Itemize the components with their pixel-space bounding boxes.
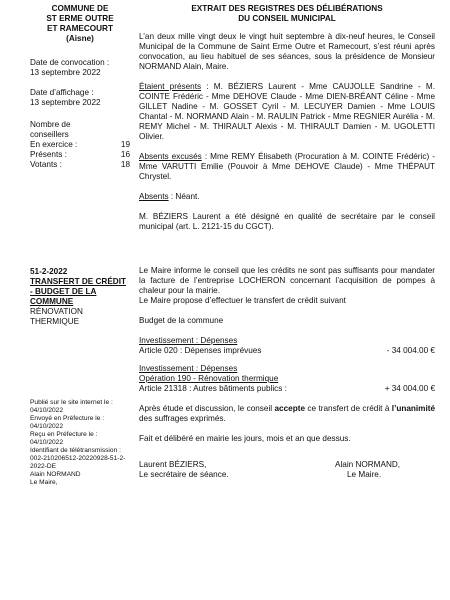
presents-label: Étaient présents (139, 82, 202, 91)
publication-line: Identifiant de télétransmission : 002-210206512-20220928-51-2-2022-DE (30, 447, 126, 470)
publication-line: Envoyé en Préfecture le : 04/10/2022 (30, 415, 105, 430)
investment-article: Article 21318 : Autres bâtiments publics : (139, 384, 287, 393)
investment-line (139, 384, 435, 394)
signatures (139, 460, 435, 480)
investment-amount: - 34 004.00 € (386, 346, 435, 355)
decision-paragraph (139, 404, 435, 424)
count-label: Votants : (30, 160, 62, 169)
decision-text: Après étude et discussion, le conseil (139, 404, 275, 413)
signature-role: Le secrétaire de séance. (139, 470, 229, 479)
right-column (139, 4, 435, 480)
decision-accepte: accepte (274, 404, 305, 413)
presents-text: : M. BÉZIERS Laurent - Mme CAUJOLLE Sandrine - M. COINTE Frédéric - Mme DEHOVE Claude - Mme DIEN-BRÉANT Céline - Mme GILLET Nadine - M. GOSSET Cyril - M. LECUYER Damien - Mme LOUIS Chantal - M. NORMAND Alain - M. RAULIN Patrick - Mme REGNIER Aurélia - M. REMY Michel - M. THIRAULT Alexis - M. THIRAULT Damien - M. UGOLETTI Olivier. (139, 82, 435, 141)
maire-informe-paragraph: Le Maire informe le conseil que les crédits ne sont pas suffisants pour mandater la facture de l’entreprise LOCHERON concernant l’acquisition de pompes à chaleur pour la mairie. (139, 266, 435, 295)
investment-block-1 (139, 336, 435, 356)
publication-line: Reçu en Préfecture le : 04/10/2022 (30, 431, 98, 446)
convocation-label: Date de convocation : (30, 58, 110, 67)
deliberation-number: 51-2-2022 (30, 267, 68, 276)
affichage-date: 13 septembre 2022 (30, 98, 101, 107)
count-row (30, 160, 130, 170)
deliberation-subtitle: RÉNOVATION THERMIQUE (30, 307, 83, 326)
publication-block (30, 399, 130, 487)
signature-name: Alain NORMAND, (335, 460, 401, 469)
signature-role: Le Maire. (347, 470, 382, 479)
count-value: 16 (120, 150, 130, 159)
conseillers-label: conseillers (30, 130, 69, 139)
absents-label: Absents (139, 192, 169, 201)
document-title (139, 4, 435, 24)
investment-operation: Opération 190 - Rénovation thermique (139, 374, 279, 383)
signature-name: Laurent BÉZIERS, (139, 460, 207, 469)
maire-propose-paragraph: Le Maire propose d’effectuer le transfert de crédit suivant (139, 296, 346, 305)
count-value: 18 (120, 160, 130, 169)
investment-article: Article 020 : Dépenses imprévues (139, 346, 262, 355)
commune-header (30, 4, 130, 44)
deliberation-heading (30, 267, 130, 327)
conseillers-label: Nombre de (30, 120, 71, 129)
signature-right (335, 460, 435, 480)
excuses-label: Absents excusés (139, 152, 202, 161)
investment-line (139, 346, 435, 356)
investment-amount: + 34 004.00 € (384, 384, 435, 393)
decision-text: des suffrages exprimés. (139, 414, 226, 423)
absents-text: : Néant. (168, 192, 200, 201)
signature-left (139, 460, 279, 480)
deliberation-title: TRANSFERT DE CRÉDIT - BUDGET DE LA COMMUNE (30, 277, 126, 306)
affichage-label: Date d’affichage : (30, 88, 94, 97)
decision-unanimite: l’unanimité (391, 404, 436, 413)
excuses-text: : Mme REMY Élisabeth (Procuration à M. COINTE Frédéric) - Mme VARUTTI Emilie (Pouvoir à Mme DEHOVE Claude) - Mme THÉPAUT Chrystel. (139, 152, 435, 181)
secretaire-paragraph: M. BÉZIERS Laurent a été désigné en qualité de secrétaire par le conseil municipal (art. L. 2121-15 du CGCT). (139, 212, 435, 231)
left-column (30, 4, 130, 487)
investment-block-2 (139, 364, 435, 394)
publication-line: Alain NORMAND (30, 471, 81, 478)
count-label: Présents : (30, 150, 67, 159)
count-row (30, 140, 130, 150)
budget-label: Budget de la commune (139, 316, 224, 325)
count-value: 19 (120, 140, 130, 149)
presents-paragraph (139, 82, 435, 142)
publication-line: Publié sur le site internet le : 04/10/2022 (30, 399, 113, 414)
publication-line: Le Maire, (30, 479, 58, 486)
investment-label: Investissement : Dépenses (139, 336, 238, 345)
conseillers-block (30, 120, 130, 170)
intro-paragraph: L’an deux mille vingt deux le vingt huit septembre à dix-neuf heures, le Conseil Municipal de la Commune de Saint Erme Outre et Ramecourt, s’est réuni après convocation, au lieu habituel de ses séances, sous la présidence de Monsieur NORMAND Alain, Maire. (139, 32, 435, 71)
commune-line: (Aisne) (66, 34, 94, 43)
title-line: DU CONSEIL MUNICIPAL (238, 14, 336, 23)
commune-line: ST ERME OUTRE (46, 14, 114, 23)
title-line: EXTRAIT DES REGISTRES DES DÉLIBÉRATIONS (191, 4, 383, 13)
convocation-date: 13 septembre 2022 (30, 68, 101, 77)
commune-line: ET RAMECOURT (47, 24, 113, 33)
commune-line: COMMUNE DE (51, 4, 109, 13)
absents-paragraph (139, 192, 435, 202)
excuses-paragraph (139, 152, 435, 182)
count-row (30, 150, 130, 160)
fait-paragraph: Fait et délibéré en mairie les jours, mois et an que dessus. (139, 434, 351, 443)
investment-label: Investissement : Dépenses (139, 364, 238, 373)
count-label: En exercice : (30, 140, 78, 149)
decision-text: ce transfert de crédit à (305, 404, 392, 413)
